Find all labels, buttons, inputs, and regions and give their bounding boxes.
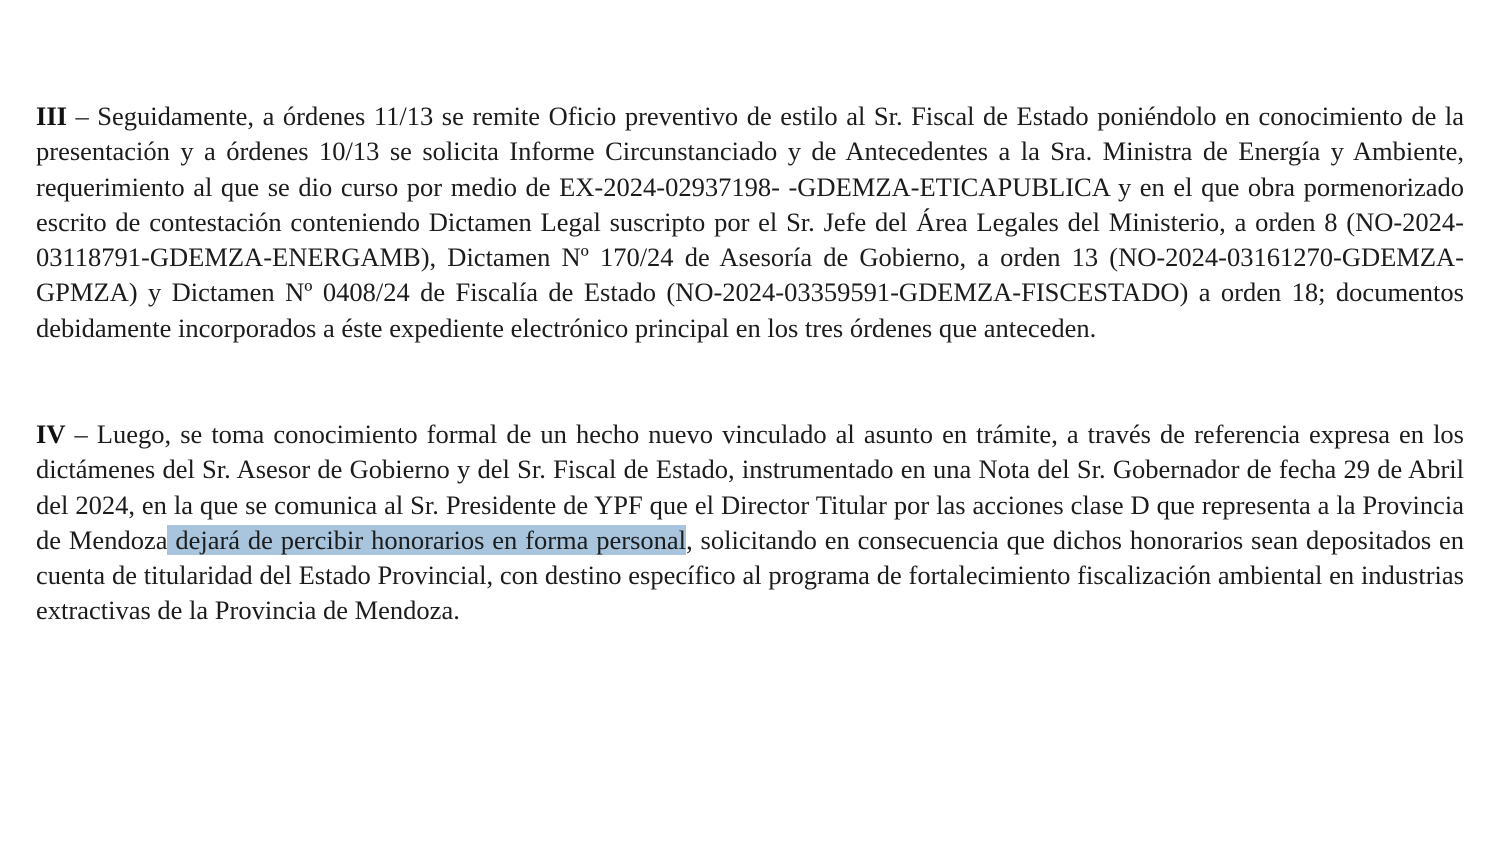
paragraph-iv [36,417,1464,629]
paragraph-iii [36,99,1464,346]
paragraph-iii-text[interactable]: – Seguidamente, a órdenes 11/13 se remite Oficio preventivo de estilo al Sr. Fiscal de Estado poniéndolo en conocimiento de la presentación y a órdenes 10/13 se solicita Informe Circunstanciado y de Antecedentes a la Sra. Ministra de Energía y Ambiente, requerimiento al que se dio curso por medio de EX-2024-02937198- -GDEMZA-ETICAPUBLICA y en el que obra pormenorizado escrito de contestación conteniendo Dictamen Legal suscripto por el Sr. Jefe del Área Legales del Ministerio, a orden 8 (NO-2024-03118791-GDEMZA-ENERGAMB), Dictamen Nº 170/24 de Asesoría de Gobierno, a orden 13 (NO-2024-03161270-GDEMZA-GPMZA) y Dictamen Nº 0408/24 de Fiscalía de Estado (NO-2024-03359591-GDEMZA-FISCESTADO) a orden 18; documentos debidamente incorporados a éste expediente electrónico principal en los tres órdenes que anteceden. [36,101,1464,343]
section-numeral-iii: III [36,101,67,131]
selected-text-highlight[interactable]: dejará de percibir honorarios en forma personal [167,524,687,555]
paragraph-iv-text[interactable]: – Luego, se toma conocimiento formal de un hecho nuevo vinculado al asunto en trámite, a través de referencia expresa en los dictámenes del Sr. Asesor de Gobierno y del Sr. Fiscal de Estado, instrumentado en una Nota del Sr. Gobernador de fecha 29 de Abril del 2024, en la que se comunica al Sr. Presidente de YPF que el Director Titular por las acciones clase D que representa a la Provincia de Mendoza [36,419,1464,555]
section-numeral-iv: IV [36,419,66,449]
paragraph-iv-text-continued[interactable]: , solicitando en consecuencia que dichos honorarios sean depositados en cuenta de titularidad del Estado Provincial, con destino específico al programa de fortalecimiento fiscalización ambiental en industrias extractivas de la Provincia de Mendoza. [36,524,1465,626]
